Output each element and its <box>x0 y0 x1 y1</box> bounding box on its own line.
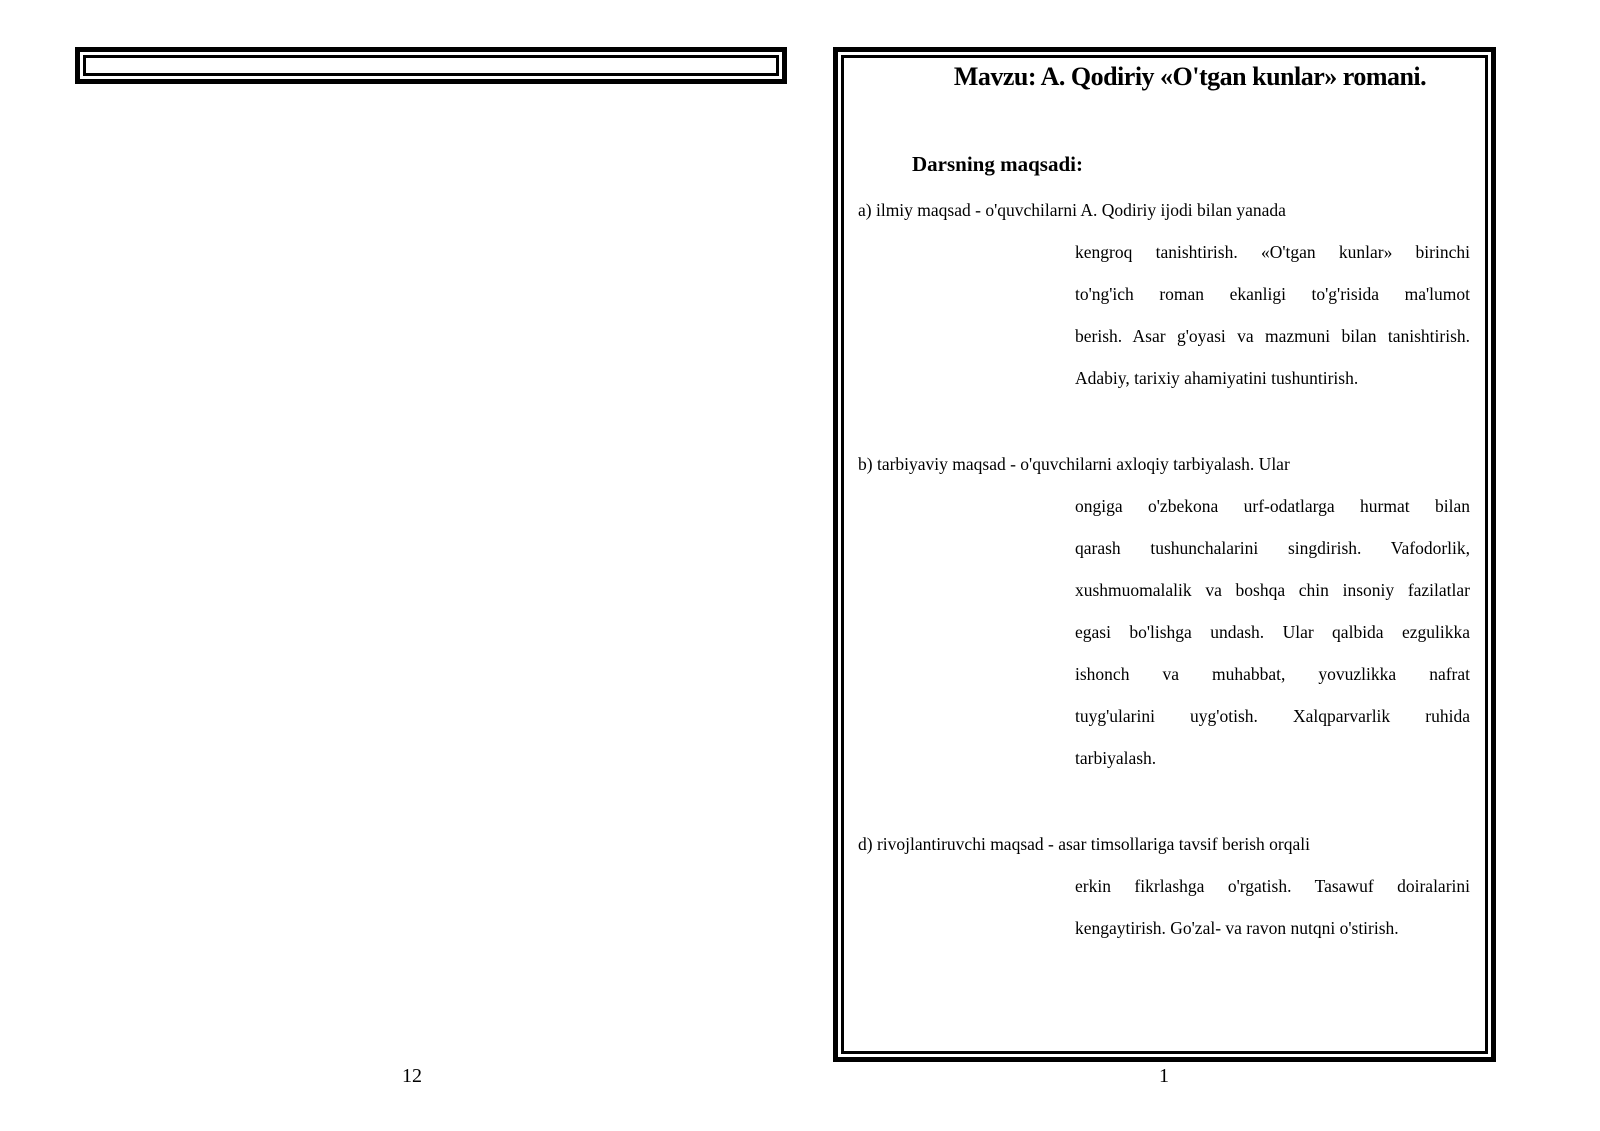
section-b-line: qarash tushunchalarini singdirish. Vafodorlik, <box>1075 538 1470 558</box>
section-d-line: erkin fikrlashga o'rgatish. Tasawuf doiralarini <box>1075 876 1470 896</box>
section-a-lead: a) ilmiy maqsad - o'quvchilarni A. Qodiriy ijodi bilan yanada <box>858 200 1286 220</box>
section-b-line: ongiga o'zbekona urf-odatlarga hurmat bilan <box>1075 496 1470 516</box>
section-b-line: egasi bo'lishga undash. Ular qalbida ezgulikka <box>1075 622 1470 642</box>
page-title: Mavzu: A. Qodiriy «O'tgan kunlar» romani. <box>953 62 1427 91</box>
section-b-body <box>1075 495 1470 789</box>
section-b-lead: b) tarbiyaviy maqsad - o'quvchilarni axloqiy tarbiyalash. Ular <box>858 454 1290 474</box>
section-b-line: xushmuomalalik va boshqa chin insoniy fazilatlar <box>1075 580 1470 600</box>
section-a-line: berish. Asar g'oyasi va mazmuni bilan tanishtirish. <box>1075 326 1470 346</box>
section-a-line: Adabiy, tarixiy ahamiyatini tushuntirish. <box>1075 368 1359 388</box>
right-page-number: 1 <box>1159 1065 1169 1087</box>
section-d-line: kengaytirish. Go'zal- va ravon nutqni o'stirish. <box>1075 918 1399 938</box>
section-b-line: tuyg'ularini uyg'otish. Xalqparvarlik ruhida <box>1075 706 1470 726</box>
section-d-body <box>1075 875 1470 959</box>
section-b-line: tarbiyalash. <box>1075 748 1157 768</box>
section-b-line: ishonch va muhabbat, yovuzlikka nafrat <box>1075 664 1470 684</box>
section-a-line: to'ng'ich roman ekanligi to'g'risida ma'lumot <box>1075 284 1470 304</box>
section-d-lead: d) rivojlantiruvchi maqsad - asar timsollariga tavsif berish orqali <box>858 834 1310 854</box>
left-page-number: 12 <box>402 1065 422 1087</box>
left-page-top-frame-inner <box>83 55 779 76</box>
lesson-goals-heading: Darsning maqsadi: <box>912 152 1083 176</box>
section-a-line: kengroq tanishtirish. «O'tgan kunlar» birinchi <box>1075 242 1470 262</box>
section-a-body <box>1075 241 1470 409</box>
left-page-top-frame <box>75 47 787 84</box>
